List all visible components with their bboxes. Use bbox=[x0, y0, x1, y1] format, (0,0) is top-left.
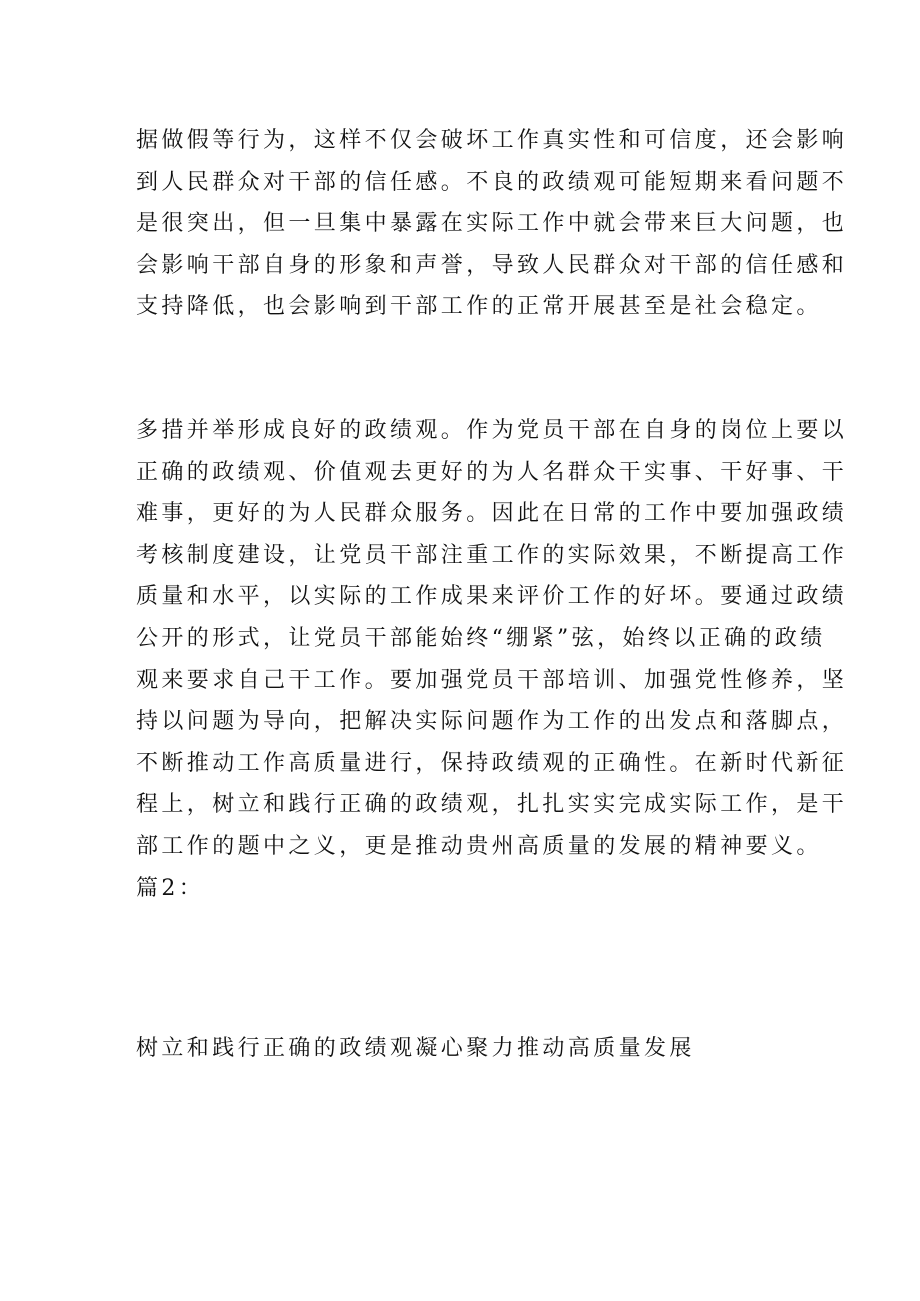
paragraph-line: 不断推动工作高质量进行，保持政绩观的正确性。在新时代新征 bbox=[136, 750, 848, 776]
paragraph-line: 考核制度建设，让党员干部注重工作的实际效果，不断提高工作 bbox=[136, 542, 848, 568]
paragraph-2 bbox=[136, 410, 848, 909]
section-label: 篇2： bbox=[136, 875, 205, 901]
paragraph-line: 观来要求自己干工作。要加强党员干部培训、加强党性修养，坚 bbox=[136, 667, 848, 693]
paragraph-line: 支持降低，也会影响到干部工作的正常开展甚至是社会稳定。 bbox=[136, 294, 822, 320]
paragraph-line: 质量和水平，以实际的工作成果来评价工作的好坏。要通过政绩 bbox=[136, 584, 848, 610]
paragraph-line: 据做假等行为，这样不仅会破坏工作真实性和可信度，还会影响 bbox=[136, 128, 848, 153]
paragraph-line: 到人民群众对干部的信任感。不良的政绩观可能短期来看问题不 bbox=[136, 169, 848, 195]
heading-text: 树立和践行正确的政绩观凝心聚力推动高质量发展 bbox=[136, 1036, 695, 1061]
paragraph-line: 难事，更好的为人民群众服务。因此在日常的工作中要加强政绩 bbox=[136, 501, 848, 527]
paragraph-line: 是很突出，但一旦集中暴露在实际工作中就会带来巨大问题，也 bbox=[136, 211, 848, 237]
paragraph-line: 持以问题为导向，把解决实际问题作为工作的出发点和落脚点， bbox=[136, 709, 848, 735]
article-heading bbox=[136, 1028, 796, 1070]
paragraph-line: 部工作的题中之义，更是推动贵州高质量的发展的精神要义。 bbox=[136, 833, 822, 859]
paragraph-1 bbox=[136, 120, 848, 328]
paragraph-line: 正确的政绩观、价值观去更好的为人名群众干实事、干好事、干 bbox=[136, 459, 848, 485]
paragraph-line: 会影响干部自身的形象和声誉，导致人民群众对干部的信任感和 bbox=[136, 252, 848, 278]
paragraph-line: 程上，树立和践行正确的政绩观，扎扎实实完成实际工作，是干 bbox=[136, 792, 848, 818]
paragraph-line: 公开的形式，让党员干部能始终“绷紧”弦，始终以正确的政绩 bbox=[136, 625, 826, 651]
paragraph-line: 多措并举形成良好的政绩观。作为党员干部在自身的岗位上要以 bbox=[136, 418, 848, 443]
